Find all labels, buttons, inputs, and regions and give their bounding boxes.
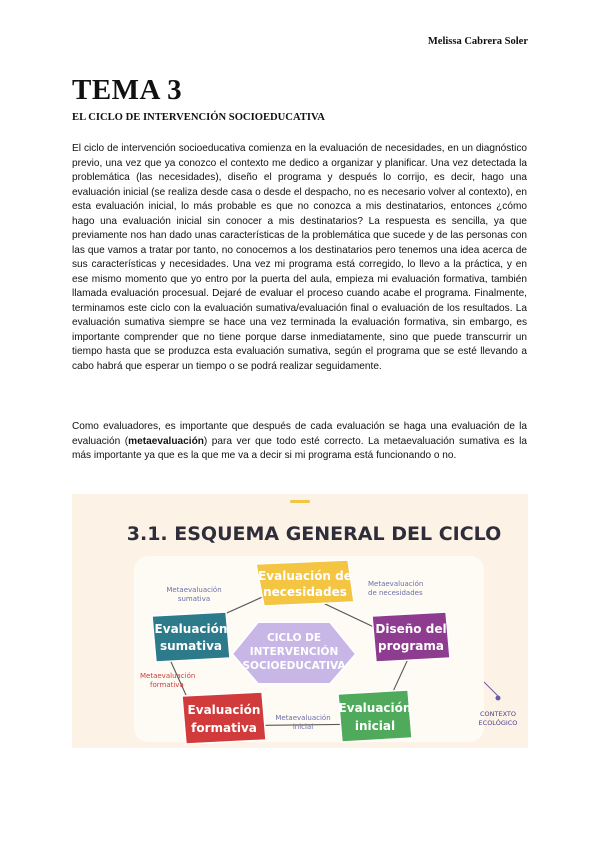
center-label-line1: CICLO DE: [266, 632, 322, 644]
node-design-label-line1: Diseño del: [375, 622, 447, 636]
node-summative-box: [152, 612, 230, 662]
node-formative-box: [182, 692, 266, 744]
node-formative-label-line1: Evaluación: [187, 703, 261, 717]
paragraph-metaevaluation: [72, 420, 527, 464]
node-needs-box: [256, 560, 354, 606]
paragraph-cycle-description: El ciclo de intervención socioeducativa comienza en la evaluación de necesidades, en un diagnóstico previo, una vez que ya conozco el contexto me dedico a organizar y planificar. Una vez detectada la problemática (las necesidades), diseño el programa y después lo corrijo, es decir, hago una evaluación inicial (se realiza desde casa o desde el despacho, no es necesario volver al contexto), en esta evaluación inicial, lo más probable es que no conozca a mis destinatarios, entonces ¿cómo hago una evaluación inicial sin conocer a mis destinatarios? La respuesta es sencilla, ya que previamente nos han dado unas características de la problemática que sucede y de las personas con las que vamos a tratar por tanto, no conocemos a los destinatarios pero tenemos una idea acerca de sus características y necesidades. Una vez mi programa está corregido, lo llevo a la práctica, y en ese mismo momento que yo entro por la puerta del aula, empieza mi evaluación formativa, también llamada evaluación procesual. Dejaré de evaluar el proceso cuando acabe el programa. Finalmente, terminamos este ciclo con la evaluación sumativa/evaluación final o evaluación de los resultados. La evaluación sumativa siempre se hace una vez terminada la evaluación formativa, sin embargo, es importante comprender que no tiene porque darse inmediatamente, sino que puede transcurrir un tiempo hasta que se produzca esta evaluación sumativa, según el programa que se esté llevando a cabo habrá que esperar un tiempo o se podrá realizar seguidamente.: [72, 143, 527, 372]
cycle-diagram: [72, 494, 528, 748]
page-title: TEMA 3: [72, 74, 183, 106]
node-initial-box: [338, 690, 412, 742]
meta-formative-line2: formativa: [150, 681, 184, 689]
paragraph-text: ) para ver que todo esté correcto. La metaevaluación sumativa es la más importante ya que es la que me va a decir si mi programa está funcionando o no.: [72, 435, 527, 461]
context-pointer-line: [484, 682, 498, 696]
context-label-line2: ECOLÓGICO: [478, 719, 518, 727]
cycle-diagram-figure: [72, 494, 528, 748]
diagram-heading: 3.1. ESQUEMA GENERAL DEL CICLO: [126, 523, 502, 545]
section-subtitle: EL CICLO DE INTERVENCIÓN SOCIOEDUCATIVA: [72, 112, 325, 123]
center-label-line3: SOCIOEDUCATIVA: [242, 660, 346, 672]
node-design-box: [372, 612, 450, 662]
meta-summative-line1: Metaevaluación: [166, 586, 222, 594]
paragraph-text: Como evaluadores, es importante que después de cada evaluación se haga una evaluación de la evaluación (: [72, 421, 527, 447]
node-formative-label-line2: formativa: [191, 721, 257, 735]
meta-initial-line2: inicial: [292, 723, 314, 731]
node-needs-label-line2: necesidades: [263, 585, 347, 599]
node-initial-label-line2: inicial: [354, 719, 396, 733]
author-name: Melissa Cabrera Soler: [427, 36, 528, 47]
center-label-line2: INTERVENCIÓN: [249, 646, 339, 658]
context-dot-icon: [496, 696, 501, 701]
node-summative-label-line1: Evaluación: [154, 622, 228, 636]
node-design-label-line2: programa: [378, 639, 444, 653]
meta-formative-line1: Metaevaluación: [140, 672, 196, 680]
meta-needs-line1: Metaevaluación: [368, 580, 424, 588]
context-label-line1: CONTEXTO: [479, 710, 517, 718]
meta-initial-line1: Metaevaluación: [275, 714, 331, 722]
node-needs-label-line1: Evaluación de: [258, 569, 352, 583]
node-summative-label-line2: sumativa: [159, 639, 223, 653]
accent-bar-icon: [290, 500, 310, 503]
node-initial-label-line1: Evaluación: [338, 701, 412, 715]
meta-summative-line2: sumativa: [177, 595, 211, 603]
meta-needs-line2: de necesidades: [368, 589, 423, 597]
bold-term-metaevaluacion: metaevaluación: [128, 435, 204, 447]
